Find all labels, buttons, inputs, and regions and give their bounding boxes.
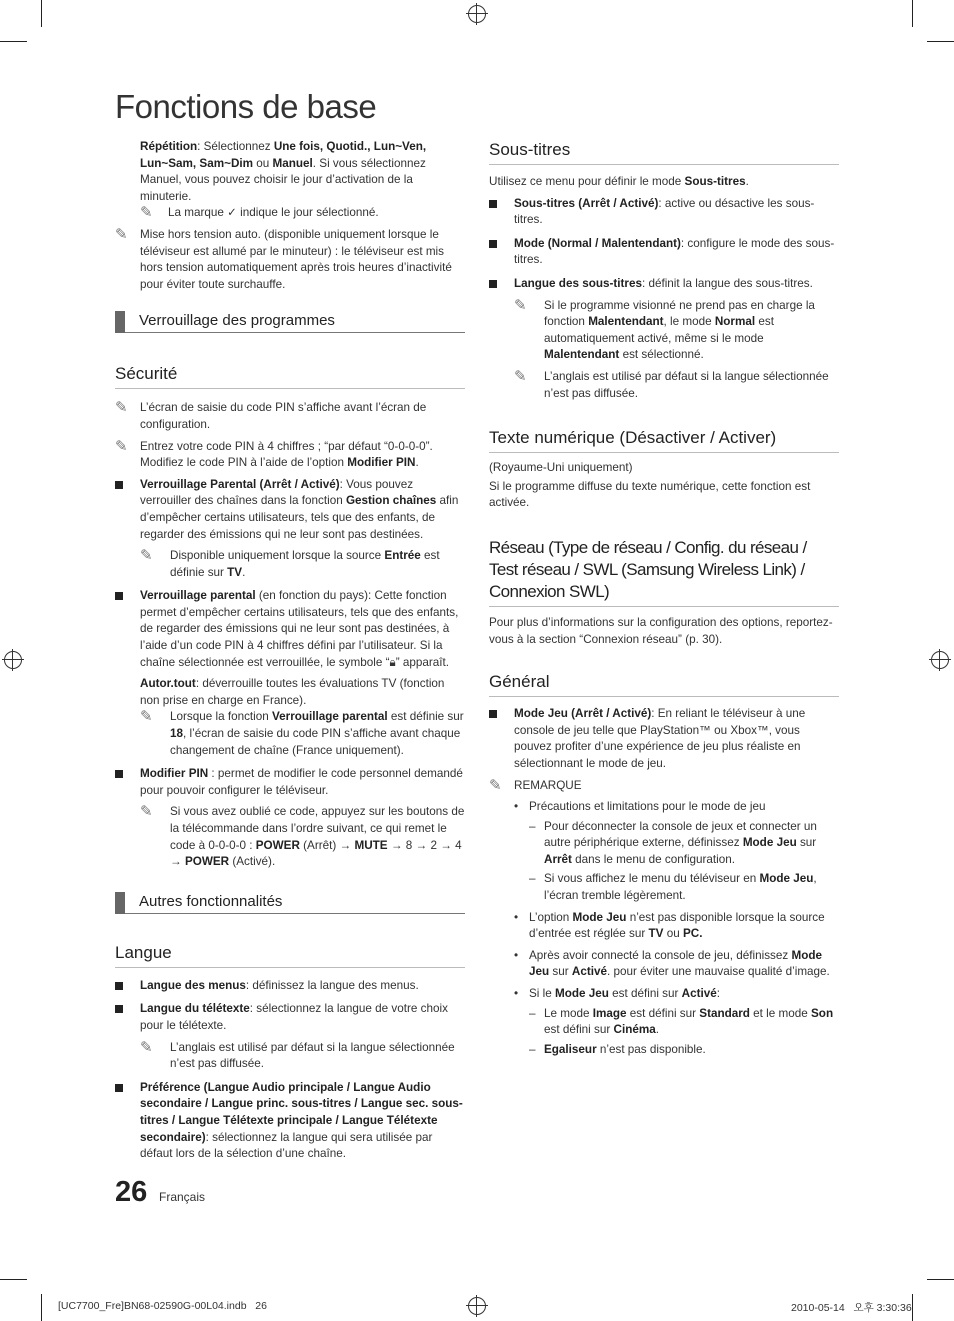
security-note-1: ✎ L’écran de saisie du code PIN s’affiche avant l’écran de configuration.	[115, 399, 427, 431]
list-item: • Après avoir connecté la console de jeu, définissez Mode Jeu sur Activé. pour éviter une mauvaise qualité d’image.	[514, 948, 830, 979]
autor-note: ✎ Lorsque la fonction Verrouillage parental est définie sur 18, l’écran de saisie du code PIN s’affiche avant chaque changement de chaîne (France uniquement).	[140, 708, 464, 757]
pencil-note-icon: ✎	[140, 547, 153, 565]
left-column	[115, 139, 465, 1163]
st-intro: Utilisez ce menu pour définir le mode Sous-titres.	[489, 175, 749, 188]
list-item: – Si vous affichez le menu du téléviseur en Mode Jeu, l’écran tremble légèrement.	[529, 872, 817, 903]
list-item: Sous-titres (Arrêt / Activé): active ou désactive les sous-titres.	[489, 196, 839, 229]
pencil-note-icon: ✎	[140, 1038, 153, 1056]
subsection-verrouillage: Verrouillage des programmes	[115, 311, 465, 333]
autor-paragraph: Autor.tout: déverrouille toutes les évaluations TV (fonction non prise en charge en France).	[140, 677, 445, 707]
crop-mark	[41, 1294, 42, 1321]
crop-mark	[0, 41, 27, 42]
pencil-note-icon: ✎	[140, 204, 153, 222]
footer-date: 2010-05-14 오후 3:30:36	[791, 1302, 912, 1314]
crop-mark	[912, 0, 913, 27]
footer-file: [UC7700_Fre]BN68-02590G-00L04.indb 26	[58, 1300, 267, 1312]
list-item: Langue du télétexte: sélectionnez la langue de votre choix pour le télétexte.	[115, 1001, 465, 1034]
crop-mark	[41, 0, 42, 27]
pencil-note-icon: ✎	[140, 708, 153, 726]
subsection-autres: Autres fonctionnalités	[115, 892, 465, 914]
section-langue: Langue	[115, 942, 465, 968]
list-item: Mode Jeu (Arrêt / Activé): En reliant le téléviseur à une console de jeu telle que PlayStation™ ou Xbox™, vous pouvez profiter d’une expérience de jeu plus réaliste en sélectionnant le mode de jeu.	[489, 706, 839, 772]
st3-note-2: ✎ L’anglais est utilisé par défaut si la langue sélectionnée n’est pas diffusée.	[514, 367, 829, 400]
list-item: Préférence (Langue Audio principale / Langue Audio secondaire / Langue princ. sous-titres / Langue sec. sous-titres / Langue Télétexte principale / Langue Télétexte secondaire): sélectionnez la langue qui sera utilisée par défaut lors de la sélection d’une chaîne.	[115, 1080, 465, 1163]
pencil-note-icon: ✎	[514, 296, 527, 314]
st3-note-1: ✎ Si le programme visionné ne prend pas en charge la fonction Malentendant, le mode Normal est automatiquement activé, même si le mode Malentendant est sélectionné.	[514, 296, 815, 362]
list-item: Langue des menus: définissez la langue des menus.	[115, 978, 465, 995]
list-item: • Précautions et limitations pour le mode de jeu	[514, 800, 766, 814]
tn-region: (Royaume-Uni uniquement)	[489, 461, 633, 475]
crop-mark	[927, 1279, 954, 1280]
remarque-note: ✎ REMARQUE	[489, 777, 582, 795]
list-item: – Egaliseur n’est pas disponible.	[529, 1042, 706, 1056]
pencil-note-icon: ✎	[115, 437, 128, 455]
registration-mark-icon	[4, 651, 22, 669]
list-item: Verrouillage parental (en fonction du pays): Cette fonction permet d’empêcher certains utilisateurs, tels que des enfants, de regarder des émissions qui ne leur sont pas destinées, à l’aide d’un code PIN à 4 chiffres défini par l’utilisateur. Si la chaîne sélectionnée est verrouillée, le symbole “🔒︎” apparaît.	[115, 588, 465, 671]
pencil-note-icon: ✎	[489, 777, 502, 795]
section-sous-titres: Sous-titres	[489, 139, 839, 165]
list-item: • Si le Mode Jeu est défini sur Activé:	[514, 987, 720, 1000]
section-texte-numerique: Texte numérique (Désactiver / Activer)	[489, 427, 839, 453]
pencil-note-icon: ✎	[140, 803, 153, 821]
section-securite: Sécurité	[115, 363, 465, 389]
lock-icon: 🔒︎	[389, 655, 396, 669]
list-item: Mode (Normal / Malentendant): configure le mode des sous-titres.	[489, 236, 839, 269]
list-item: Langue des sous-titres: définit la langue des sous-titres.	[489, 276, 839, 293]
right-column	[489, 139, 839, 1058]
repetition-paragraph: Répétition: Sélectionnez Une fois, Quotid., Lun~Ven, Lun~Sam, Sam~Dim ou Manuel. Si vous sélectionnez Manuel, vous pouvez choisir le jour d’activation de la minuterie.	[140, 140, 427, 203]
section-reseau: Réseau (Type de réseau / Config. du réseau / Test réseau / SWL (Samsung Wireless Link) / Connexion SWL)	[489, 537, 839, 607]
footer-language: Français	[159, 1190, 206, 1204]
list-item: – Pour déconnecter la console de jeux et connecter un autre périphérique externe, définissez Mode Jeu sur Arrêt dans le menu de configuration.	[529, 819, 817, 866]
page-number: 26	[115, 1176, 148, 1208]
vp1-note: ✎ Disponible uniquement lorsque la source Entrée est définie sur TV.	[140, 547, 440, 579]
registration-mark-icon	[931, 651, 949, 669]
tn-desc: Si le programme diffuse du texte numérique, cette fonction est activée.	[489, 479, 811, 510]
net-desc: Pour plus d’informations sur la configuration des options, reportez-vous à la section “Connexion réseau” (p. 30).	[489, 615, 833, 646]
security-note-2: ✎ Entrez votre code PIN à 4 chiffres ; “par défaut “0-0-0-0”. Modifiez le code PIN à l’aide de l’option Modifier PIN.	[115, 437, 433, 470]
pencil-note-icon: ✎	[115, 399, 128, 417]
list-item: Verrouillage Parental (Arrêt / Activé): Vous pouvez verrouiller des chaînes dans la fonction Gestion chaînes afin d’empêcher certains utilisateurs, tels que des enfants, de regarder des émissions qui ne leur sont pas destinées.	[115, 477, 465, 543]
auto-off-note: ✎ Mise hors tension auto. (disponible uniquement lorsque le téléviseur est allumé par le minuteur) : le téléviseur est mis hors tension automatiquement après trois heures d’inactivité pour éviter toute surchauffe.	[115, 225, 452, 291]
list-item: – Le mode Image est défini sur Standard et le mode Son est défini sur Cinéma.	[529, 1006, 834, 1037]
pencil-note-icon: ✎	[514, 367, 527, 385]
page-title: Fonctions de base	[115, 88, 377, 125]
registration-mark-icon	[468, 5, 486, 23]
pin-note: ✎ Si vous avez oublié ce code, appuyez sur les boutons de la télécommande dans l’ordre suivant, ce qui remet le code à 0-0-0-0 : POWER (Arrêt) → MUTE → 8 → 2 → 4 → POWER (Activé).	[140, 803, 465, 869]
crop-mark	[0, 1279, 27, 1280]
crop-mark	[927, 41, 954, 42]
lt-note: ✎ L’anglais est utilisé par défaut si la langue sélectionnée n’est pas diffusée.	[140, 1038, 455, 1071]
registration-mark-icon	[468, 1297, 486, 1315]
section-general: Général	[489, 671, 839, 697]
remarque-list	[514, 799, 839, 1058]
mark-note: ✎ La marque ✓ indique le jour sélectionné.	[140, 204, 379, 222]
check-icon: ✓	[227, 206, 237, 220]
pencil-note-icon: ✎	[115, 225, 128, 243]
list-item: Modifier PIN : permet de modifier le code personnel demandé pour pouvoir configurer le téléviseur.	[115, 766, 465, 799]
list-item: • L’option Mode Jeu n’est pas disponible lorsque la source d’entrée est réglée sur TV ou PC.	[514, 910, 825, 941]
crop-mark	[912, 1294, 913, 1321]
